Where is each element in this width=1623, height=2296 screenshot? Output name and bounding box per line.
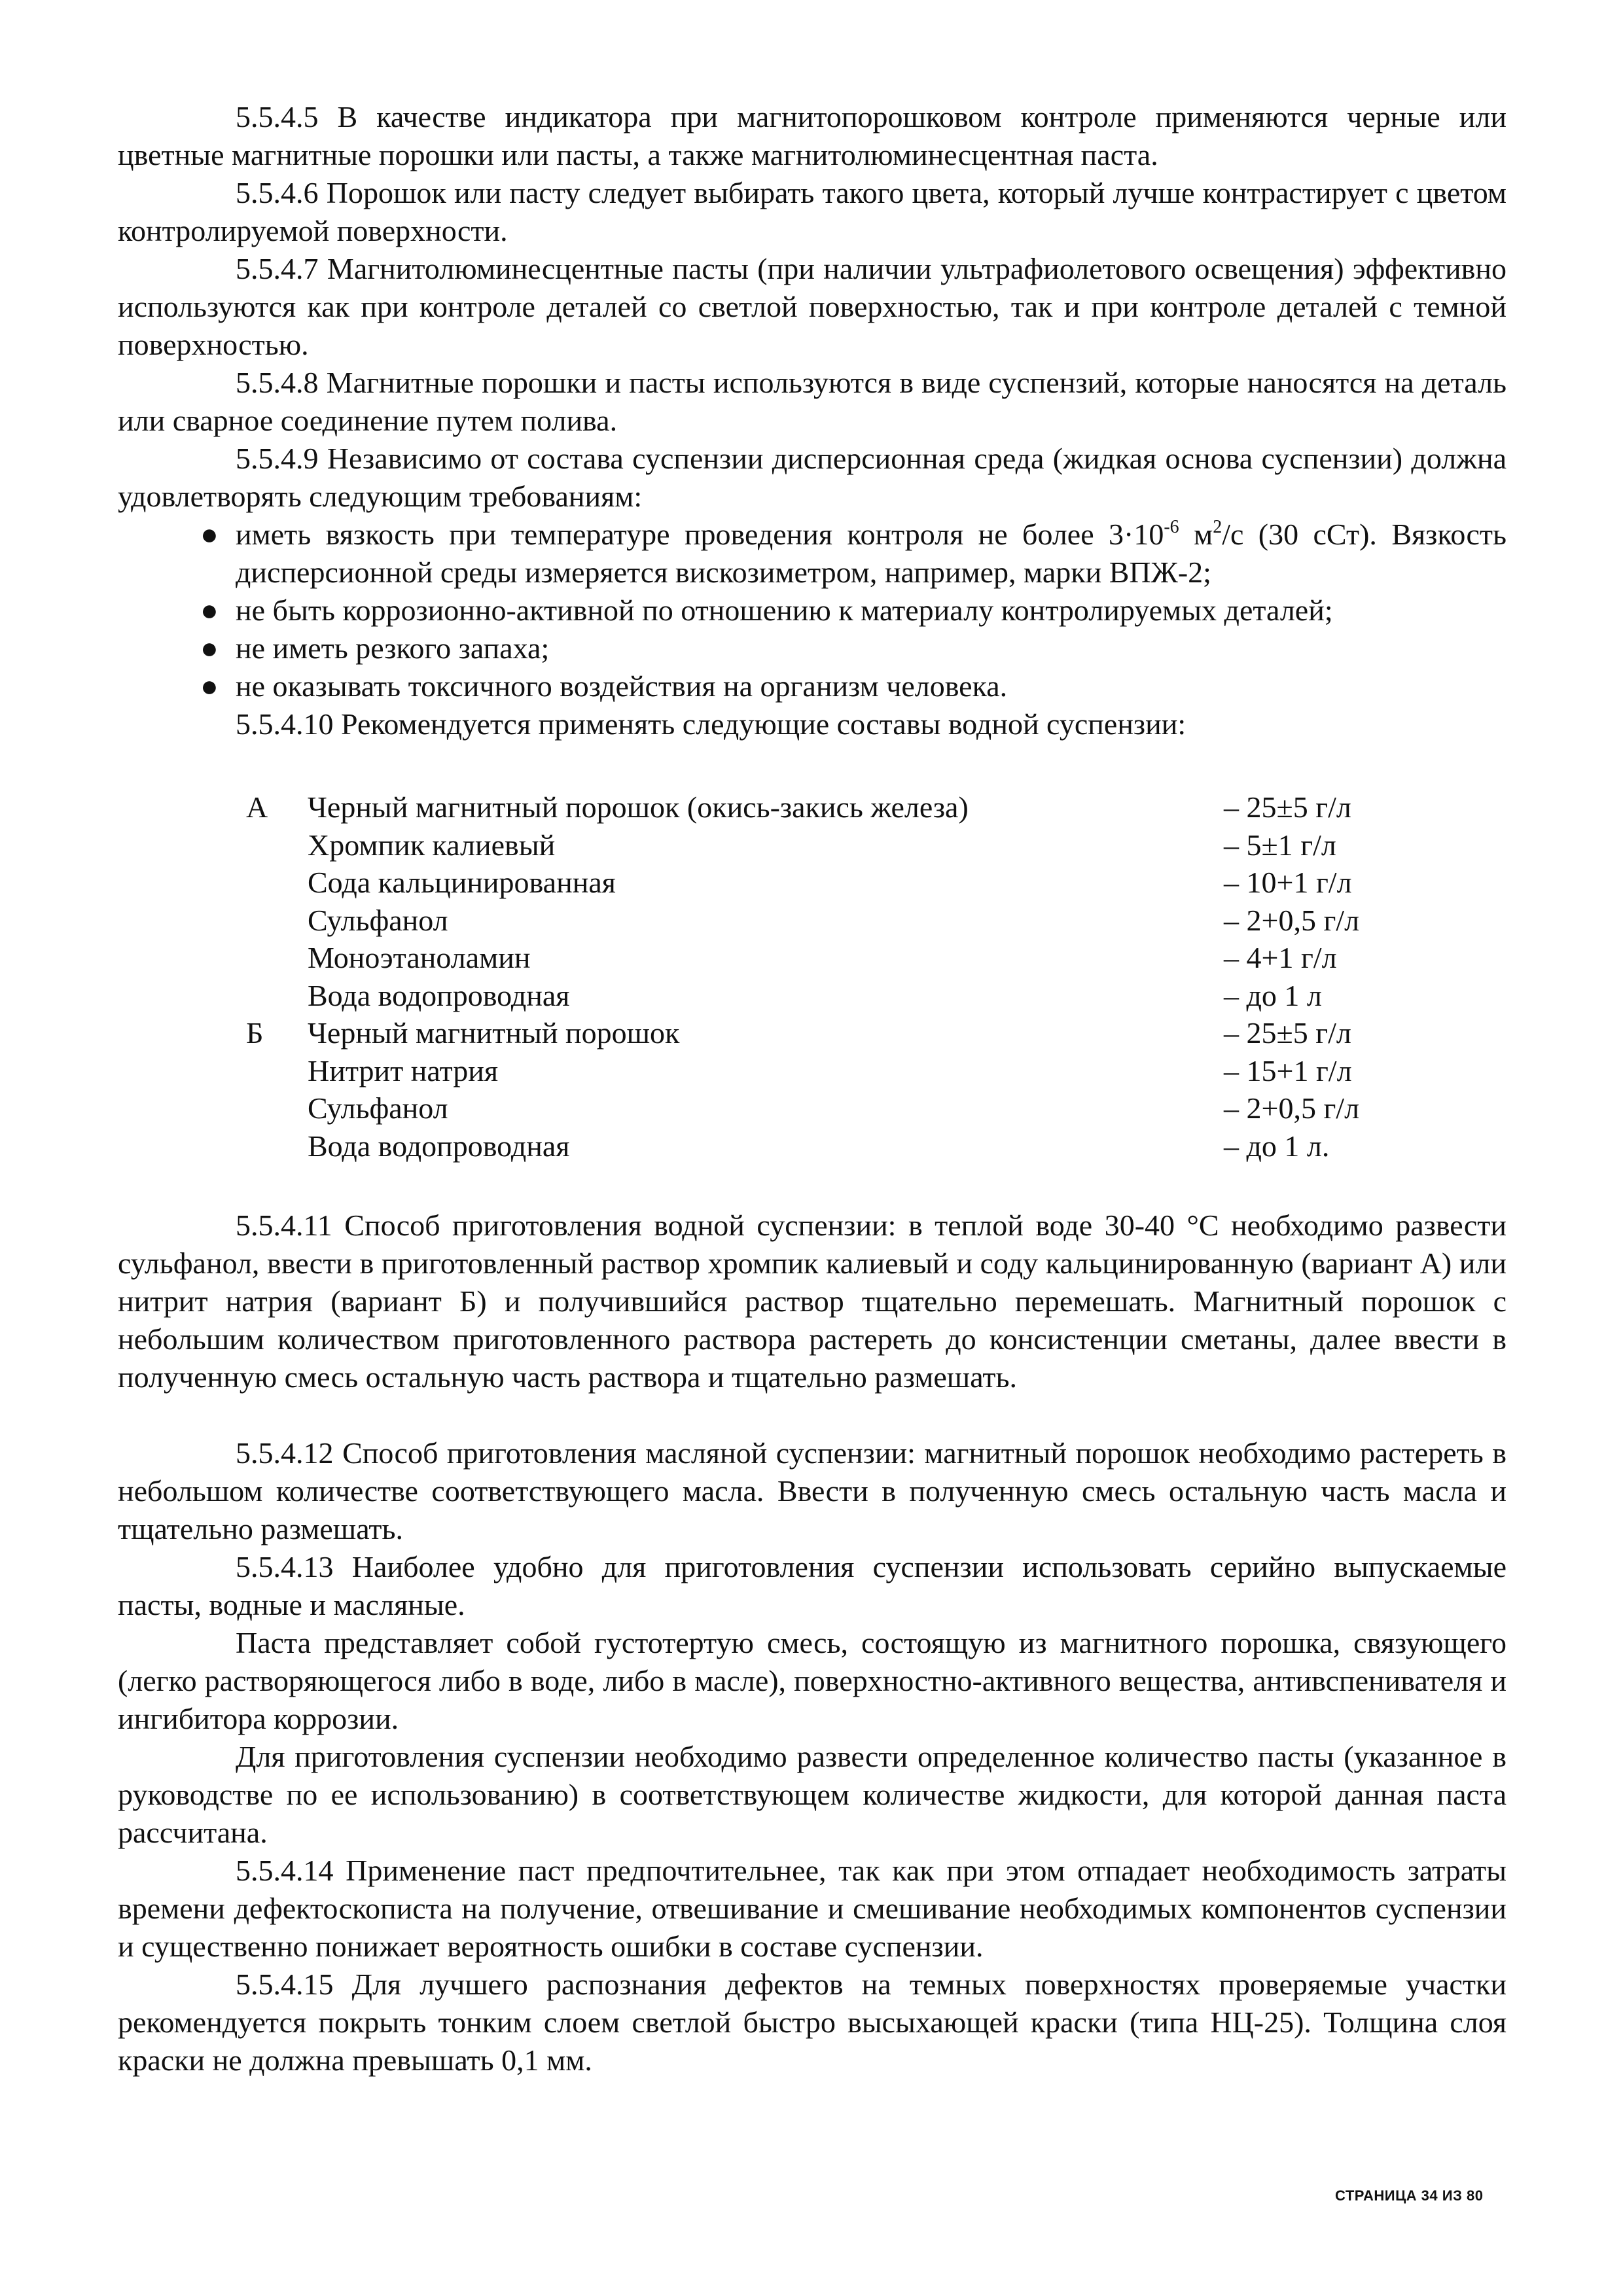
bullet-toxicity: ● не оказывать токсичного воздействия на организм человека. xyxy=(236,667,1507,705)
composition-amount: – 15+1 г/л xyxy=(1224,1053,1352,1087)
composition-component-name: Моноэтаноламин xyxy=(308,941,531,974)
composition-row xyxy=(0,788,1623,826)
paragraph-paste-description: Паста представляет собой густотертую смесь, состоящую из магнитного порошка, связующего (легко растворяющегося либо в воде, либо в масле), поверхностно-активного вещества, антивспенивателя и ингибитора коррозии. xyxy=(118,1626,1507,1735)
paragraph-5-5-4-5: 5.5.4.5 В качестве индикатора при магнитопорошковом контроле применяются черные или цветные магнитные порошки или пасты, а также магнитолюминесцентная паста. xyxy=(118,100,1507,171)
composition-component-name: Вода водопроводная xyxy=(308,978,570,1012)
paragraph-suspension-preparation: Для приготовления суспензии необходимо развести определенное количество пасты (указанное в руководстве по ее использованию) в соответствующем количестве жидкости, для которой данная паста рассчитана. xyxy=(118,1740,1507,1849)
page-number: СТРАНИЦА 34 ИЗ 80 xyxy=(1335,2187,1484,2204)
bullet-corrosion: ● не быть коррозионно-активной по отношению к материалу контролируемых деталей; xyxy=(236,592,1507,629)
paragraph-5-5-4-8: 5.5.4.8 Магнитные порошки и пасты используются в виде суспензий, которые наносятся на деталь или сварное соединение путем полива. xyxy=(118,366,1507,437)
composition-component-name: Черный магнитный порошок xyxy=(308,1016,680,1050)
paragraph-5-5-4-11: 5.5.4.11 Способ приготовления водной суспензии: в теплой воде 30-40 °С необходимо развести сульфанол, ввести в приготовленный раствор хромпик калиевый и соду кальцинированную (вариант А) или нитрит натрия (вариант Б) и получившийся раствор тщательно перемешать. Магнитный порошок с небольшим количеством приготовленного раствора растереть до консистенции сметаны, далее ввести в полученную смесь остальную часть раствора и тщательно размешать. xyxy=(118,1209,1507,1394)
bullet-viscosity: ● иметь вязкость при температуре проведения контроля не более $3\cdot 10^{-6}$ $м^2/с$ (30 сСт). Вязкость дисперсионной среды измеряется вискозиметром, например, марки ВПЖ-2; xyxy=(200,517,1507,589)
composition-component-name: Хромпик калиевый xyxy=(308,828,556,862)
composition-amount: – 4+1 г/л xyxy=(1224,941,1337,974)
bullet-dot-icon: ● xyxy=(200,518,219,551)
bullet-dot-icon: ● xyxy=(200,669,219,703)
composition-component-name: Вода водопроводная xyxy=(308,1129,570,1163)
composition-row xyxy=(0,1014,1623,1052)
composition-amount: – до 1 л. xyxy=(1224,1129,1330,1163)
composition-component-name: Сода кальцинированная xyxy=(308,866,616,899)
composition-row xyxy=(0,1127,1623,1165)
composition-amount: – до 1 л xyxy=(1224,978,1322,1012)
composition-component-name: Сульфанол xyxy=(308,1091,448,1125)
paragraph-5-5-4-7: 5.5.4.7 Магнитолюминесцентные пасты (при наличии ультрафиолетового освещения) эффективно используются как при контроле деталей со светлой поверхностью, так и при контроле деталей с темной поверхностью. xyxy=(118,252,1507,361)
paragraph-5-5-4-6: 5.5.4.6 Порошок или пасту следует выбирать такого цвета, который лучше контрастирует с цветом контролируемой поверхности. xyxy=(118,176,1507,247)
composition-component-name: Нитрит натрия xyxy=(308,1053,499,1087)
composition-variant-letter: Б xyxy=(246,1016,264,1050)
paragraph-5-5-4-14: 5.5.4.14 Применение паст предпочтительнее, так как при этом отпадает необходимость затраты времени дефектоскописта на получение, отвешивание и смешивание необходимых компонентов суспензии и существенно понижает вероятность ошибки в составе суспензии. xyxy=(118,1854,1507,1963)
composition-row xyxy=(0,939,1623,977)
paragraph-5-5-4-12: 5.5.4.12 Способ приготовления масляной суспензии: магнитный порошок необходимо растереть в небольшом количестве соответствующего масла. Ввести в полученную смесь остальную часть масла и тщательно размешать. xyxy=(118,1436,1507,1545)
composition-component-name: Черный магнитный порошок (окись-закись железа) xyxy=(308,790,969,824)
composition-amount: – 5±1 г/л xyxy=(1224,828,1336,862)
composition-amount: – 2+0,5 г/л xyxy=(1224,1091,1360,1125)
composition-amount: – 10+1 г/л xyxy=(1224,866,1352,899)
paragraph-5-5-4-10: 5.5.4.10 Рекомендуется применять следующие составы водной суспензии: xyxy=(236,707,1186,741)
composition-amount: – 25±5 г/л xyxy=(1224,790,1351,824)
paragraph-5-5-4-13: 5.5.4.13 Наиболее удобно для приготовления суспензии использовать серийно выпускаемые пасты, водные и масляные. xyxy=(118,1550,1507,1621)
bullet-dot-icon: ● xyxy=(200,631,219,665)
composition-variant-letter: А xyxy=(246,790,268,824)
composition-row xyxy=(0,1052,1623,1090)
composition-row xyxy=(0,826,1623,864)
composition-row xyxy=(0,1089,1623,1127)
composition-amount: – 2+0,5 г/л xyxy=(1224,903,1360,937)
bullet-smell: ● не иметь резкого запаха; xyxy=(236,629,1507,667)
composition-amount: – 25±5 г/л xyxy=(1224,1016,1351,1050)
paragraph-5-5-4-15: 5.5.4.15 Для лучшего распознания дефектов на темных поверхностях проверяемые участки рекомендуется покрыть тонким слоем светлой быстро высыхающей краски (типа НЦ-25). Толщина слоя краски не должна превышать 0,1 мм. xyxy=(118,1968,1507,2077)
composition-row xyxy=(0,977,1623,1015)
composition-component-name: Сульфанол xyxy=(308,903,448,937)
composition-row xyxy=(0,902,1623,940)
composition-row xyxy=(0,864,1623,902)
paragraph-5-5-4-9: 5.5.4.9 Независимо от состава суспензии дисперсионная среда (жидкая основа суспензии) должна удовлетворять следующим требованиям: xyxy=(118,442,1507,513)
bullet-dot-icon: ● xyxy=(200,593,219,627)
